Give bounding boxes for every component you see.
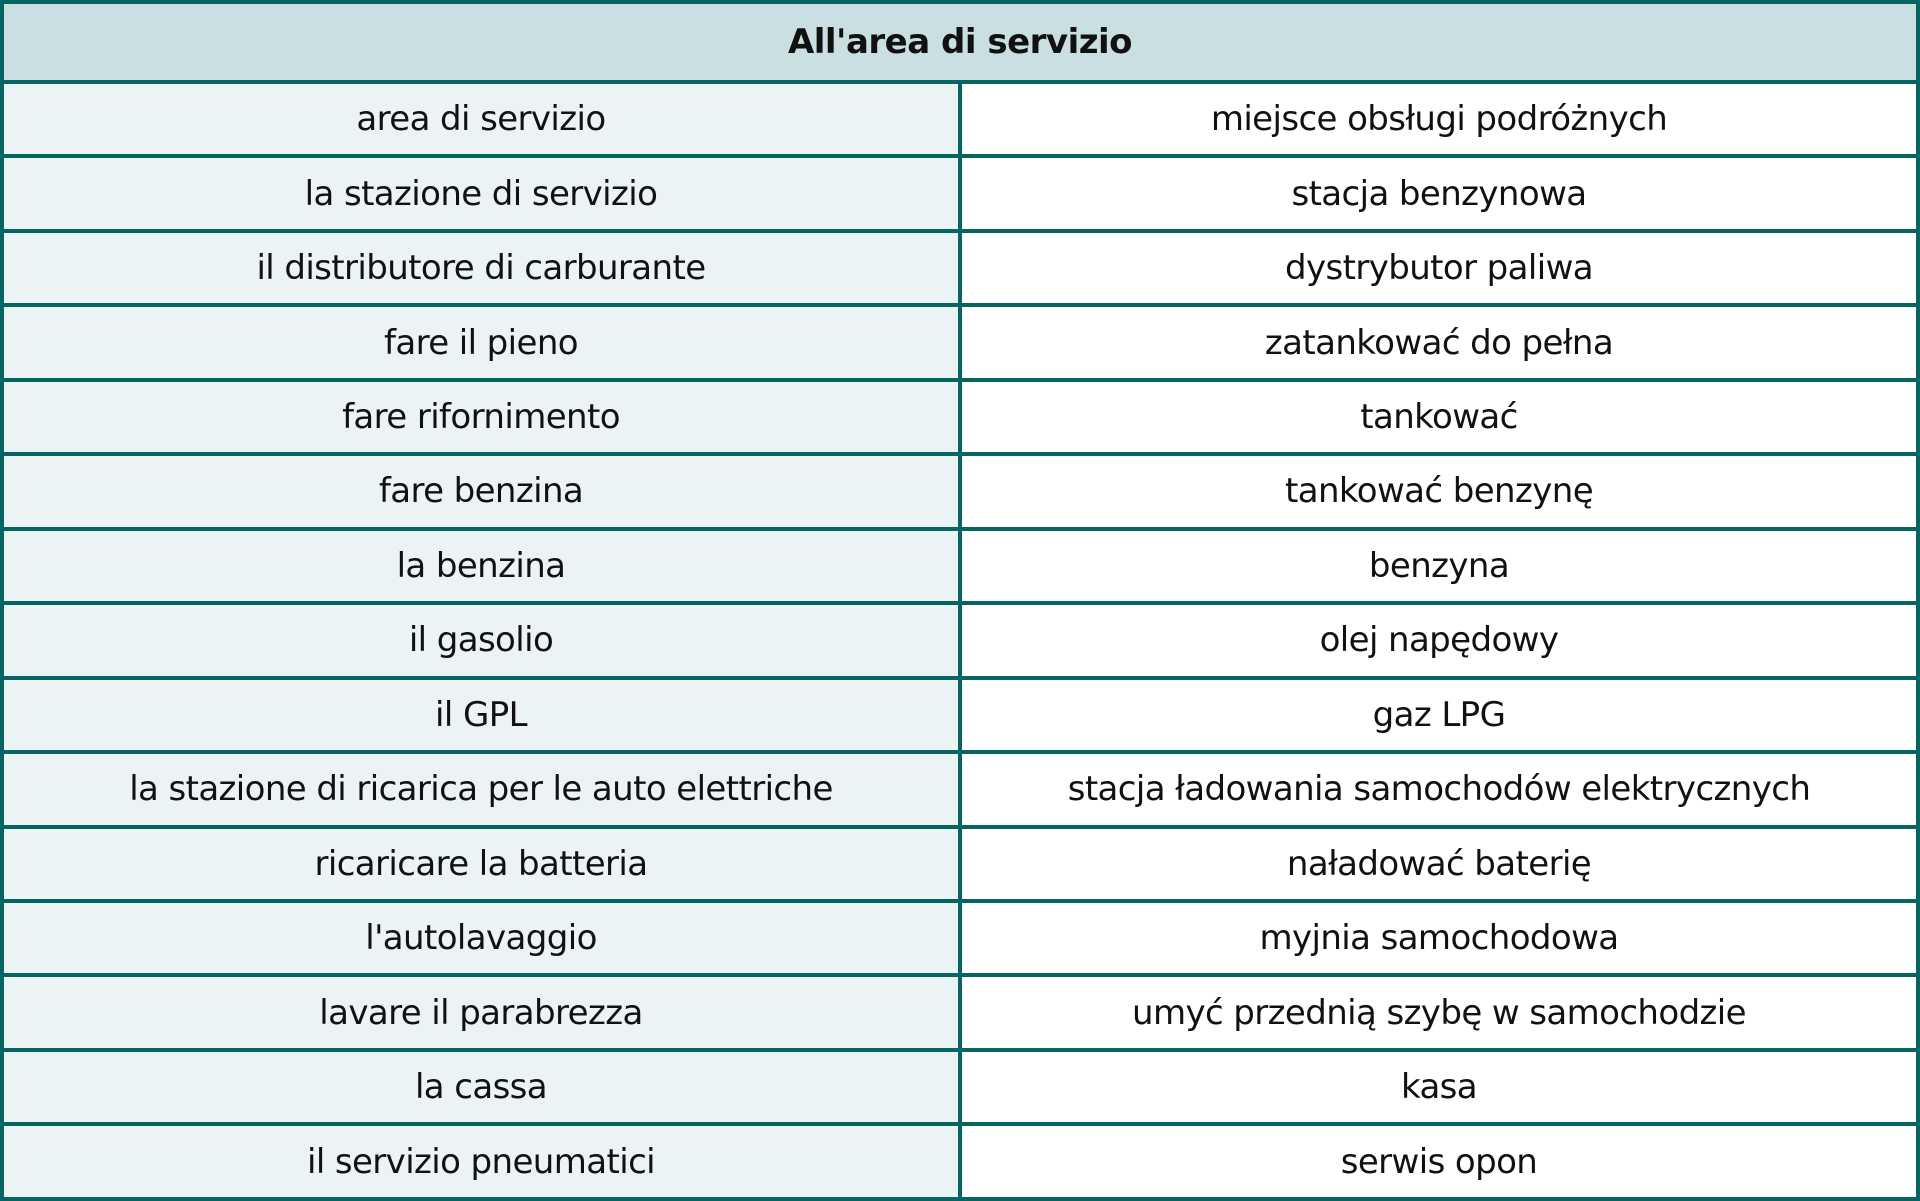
italian-term: la stazione di servizio — [2, 156, 960, 230]
italian-term: la cassa — [2, 1050, 960, 1124]
polish-translation: serwis opon — [960, 1124, 1918, 1199]
table-row — [2, 975, 1918, 1049]
italian-term: fare il pieno — [2, 305, 960, 379]
italian-term: il gasolio — [2, 603, 960, 677]
italian-term: l'autolavaggio — [2, 901, 960, 975]
table-row — [2, 305, 1918, 379]
polish-translation: benzyna — [960, 529, 1918, 603]
table-row — [2, 82, 1918, 156]
italian-term: la stazione di ricarica per le auto elettriche — [2, 752, 960, 826]
italian-term: area di servizio — [2, 82, 960, 156]
italian-term: fare rifornimento — [2, 380, 960, 454]
table-row — [2, 827, 1918, 901]
italian-term: il servizio pneumatici — [2, 1124, 960, 1199]
italian-term: ricaricare la batteria — [2, 827, 960, 901]
polish-translation: umyć przednią szybę w samochodzie — [960, 975, 1918, 1049]
italian-term: la benzina — [2, 529, 960, 603]
polish-translation: gaz LPG — [960, 678, 1918, 752]
polish-translation: kasa — [960, 1050, 1918, 1124]
polish-translation: stacja benzynowa — [960, 156, 1918, 230]
polish-translation: naładować baterię — [960, 827, 1918, 901]
table-title: All'area di servizio — [2, 2, 1918, 82]
italian-term: lavare il parabrezza — [2, 975, 960, 1049]
polish-translation: myjnia samochodowa — [960, 901, 1918, 975]
table-header-row — [2, 2, 1918, 82]
table-row — [2, 231, 1918, 305]
polish-translation: olej napędowy — [960, 603, 1918, 677]
table-row — [2, 1050, 1918, 1124]
table-row — [2, 529, 1918, 603]
table-row — [2, 752, 1918, 826]
polish-translation: zatankować do pełna — [960, 305, 1918, 379]
table-row — [2, 678, 1918, 752]
polish-translation: miejsce obsługi podróżnych — [960, 82, 1918, 156]
table-row — [2, 1124, 1918, 1199]
table-row — [2, 380, 1918, 454]
polish-translation: stacja ładowania samochodów elektrycznych — [960, 752, 1918, 826]
italian-term: il GPL — [2, 678, 960, 752]
polish-translation: tankować benzynę — [960, 454, 1918, 528]
table-row — [2, 603, 1918, 677]
italian-term: il distributore di carburante — [2, 231, 960, 305]
polish-translation: dystrybutor paliwa — [960, 231, 1918, 305]
table-row — [2, 901, 1918, 975]
table-row — [2, 156, 1918, 230]
polish-translation: tankować — [960, 380, 1918, 454]
italian-term: fare benzina — [2, 454, 960, 528]
table-row — [2, 454, 1918, 528]
